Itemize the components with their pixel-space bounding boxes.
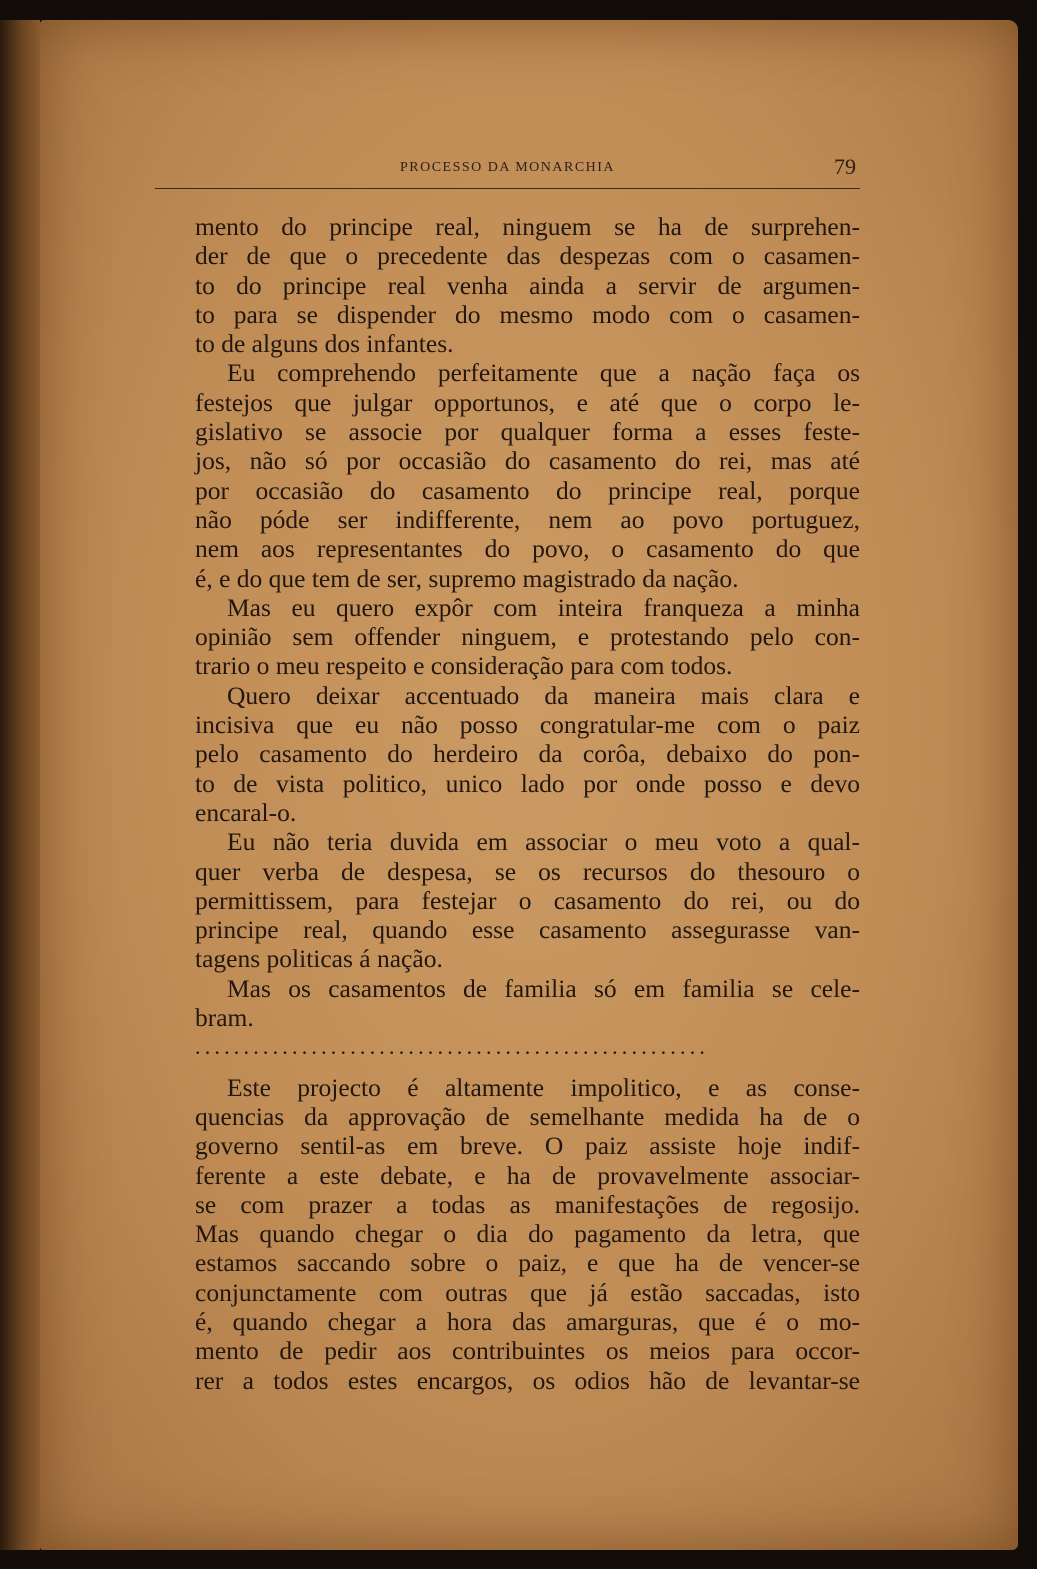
text-line: permittissem, para festejar o casamento do rei, ou do [195, 885, 860, 915]
text-line: gislativo se associe por qualquer forma a esses feste- [195, 417, 860, 447]
text-line: Mas os casamentos de familia só em familia se cele- [227, 973, 860, 1003]
text-line: Este projecto é altamente impolitico, e as conse- [227, 1072, 860, 1102]
paragraphs-after-separator [195, 1073, 860, 1395]
text-line: é, quando chegar a hora das amarguras, que é o mo- [195, 1306, 860, 1336]
text-line: der de que o precedente das despezas com o casamen- [195, 241, 860, 271]
text-line: to de alguns dos infantes. [195, 329, 454, 359]
text-line: Quero deixar accentuado da maneira mais clara e [227, 680, 860, 710]
page-number: 79 [834, 154, 856, 179]
text-line: ferente a este debate, e ha de provavelmente associar- [195, 1160, 860, 1190]
text-line: estamos saccando sobre o paiz, e que ha de vencer-se [195, 1248, 860, 1278]
paragraph [195, 827, 860, 973]
text-line: se com prazer a todas as manifestações de regosijo. [195, 1189, 860, 1219]
text-line: Eu comprehendo perfeitamente que a nação faça os [227, 358, 860, 388]
paragraph [195, 681, 860, 827]
text-line: rer a todos estes encargos, os odios hão de levantar-se [195, 1365, 860, 1395]
text-line: jos, não só por occasião do casamento do rei, mas até [195, 446, 860, 476]
text-line: não póde ser indifferente, nem ao povo portuguez, [195, 504, 860, 534]
running-head: PROCESSO DA MONARCHIA [399, 160, 616, 175]
text-line: mento de pedir aos contribuintes os meios para occor- [195, 1336, 860, 1366]
text-line: mento do principe real, ninguem se ha de surprehen- [195, 212, 860, 241]
text-line: encaral-o. [195, 797, 297, 827]
paragraph [195, 358, 860, 592]
paragraph [195, 974, 860, 1033]
text-line: quer verba de despesa, se os recursos do thesouro o [195, 856, 860, 886]
text-line: to do principe real venha ainda a servir de argumen- [195, 270, 860, 300]
text-line: pelo casamento do herdeiro da corôa, debaixo do pon- [195, 739, 860, 769]
text-line: conjunctamente com outras que já estão saccadas, isto [195, 1277, 860, 1307]
text-line: Mas quando chegar o dia do pagamento da letra, que [195, 1219, 860, 1249]
text-line: festejos que julgar opportunos, e até que o corpo le- [195, 387, 860, 417]
text-line: governo sentil-as em breve. O paiz assiste hoje indif- [195, 1131, 860, 1161]
text-line: tagens politicas á nação. [195, 944, 443, 974]
book-spine-edge [0, 20, 40, 1550]
text-line: é, e do que tem de ser, supremo magistrado da nação. [195, 563, 739, 593]
paragraph [195, 212, 860, 358]
separator-gap [195, 1062, 860, 1073]
page-header [155, 150, 860, 189]
text-line: bram. [195, 1003, 254, 1033]
text-line: trario o meu respeito e consideração para com todos. [195, 651, 733, 681]
text-line: por occasião do casamento do principe real, porque [195, 475, 860, 505]
paragraph [195, 593, 860, 681]
text-line: Eu não teria duvida em associar o meu voto a qual- [227, 827, 860, 857]
text-line: to para se dispender do mesmo modo com o casamen- [195, 299, 860, 329]
page-body-text [195, 212, 860, 1395]
paragraph [195, 1073, 860, 1395]
text-line: incisiva que eu não posso congratular-me com o paiz [195, 710, 860, 740]
paragraphs-before-separator [195, 212, 860, 1032]
text-line: principe real, quando esse casamento assegurasse van- [195, 915, 860, 945]
text-line: opinião sem offender ninguem, e protestando pelo con- [195, 622, 860, 652]
ellipsis-separator: ..................................................... [195, 1034, 710, 1060]
text-line: nem aos representantes do povo, o casamento do que [195, 534, 860, 564]
text-line: to de vista politico, unico lado por onde posso e devo [195, 768, 860, 798]
text-line: quencias da approvação de semelhante medida ha de o [195, 1101, 860, 1131]
text-line: Mas eu quero expôr com inteira franqueza a minha [227, 592, 860, 622]
